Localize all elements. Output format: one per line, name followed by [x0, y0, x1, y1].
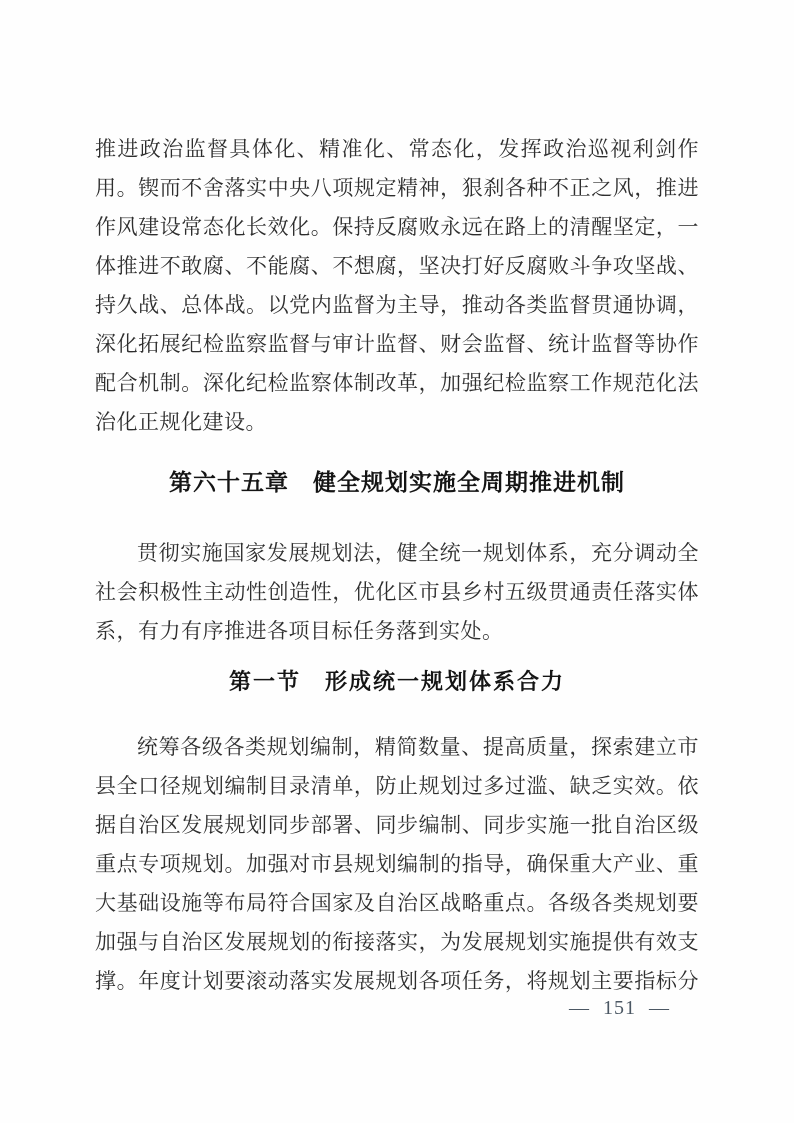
body-paragraph — [95, 534, 699, 651]
body-paragraph — [95, 728, 699, 1001]
chapter-heading: 第六十五章 健全规划实施全周期推进机制 — [169, 469, 625, 495]
body-paragraph — [95, 130, 699, 442]
text-line: 持久战、总体战。以党内监督为主导，推动各类监督贯通协调， — [95, 293, 699, 317]
text-line: 用。锲而不舍落实中央八项规定精神，狠刹各种不正之风，推进 — [95, 176, 699, 200]
text-line: 推进政治监督具体化、精准化、常态化，发挥政治巡视利剑作 — [95, 137, 699, 161]
text-line: 加强与自治区发展规划的衔接落实，为发展规划实施提供有效支 — [95, 930, 699, 954]
text-line: 重点专项规划。加强对市县规划编制的指导，确保重大产业、重 — [95, 852, 699, 876]
page-number-left-dash: — — [569, 997, 590, 1019]
text-line: 撑。年度计划要滚动落实发展规划各项任务，将规划主要指标分 — [95, 969, 699, 993]
text-line: 县全口径规划编制目录清单，防止规划过多过滥、缺乏实效。依 — [95, 774, 699, 798]
page-number-right-dash: — — [649, 997, 670, 1019]
page-number-value: 151 — [603, 997, 636, 1019]
page-content — [95, 130, 699, 1001]
text-line: 配合机制。深化纪检监察体制改革，加强纪检监察工作规范化法 — [95, 371, 699, 395]
text-line: 贯彻实施国家发展规划法，健全统一规划体系，充分调动全 — [137, 541, 699, 565]
text-line: 体推进不敢腐、不能腐、不想腐，坚决打好反腐败斗争攻坚战、 — [95, 254, 699, 278]
text-line: 治化正规化建设。 — [95, 410, 267, 434]
text-line: 系，有力有序推进各项目标任务落到实处。 — [95, 619, 504, 643]
text-line: 深化拓展纪检监察监督与审计监督、财会监督、统计监督等协作 — [95, 332, 699, 356]
text-line: 作风建设常态化长效化。保持反腐败永远在路上的清醒坚定，一 — [95, 215, 699, 239]
text-line: 据自治区发展规划同步部署、同步编制、同步实施一批自治区级 — [95, 813, 699, 837]
page-number — [569, 997, 670, 1020]
text-line: 社会积极性主动性创造性，优化区市县乡村五级贯通责任落实体 — [95, 580, 699, 604]
text-line: 大基础设施等布局符合国家及自治区战略重点。各级各类规划要 — [95, 891, 699, 915]
text-line: 统筹各级各类规划编制，精简数量、提高质量，探索建立市 — [137, 735, 699, 759]
section-heading: 第一节 形成统一规划体系合力 — [228, 669, 565, 694]
